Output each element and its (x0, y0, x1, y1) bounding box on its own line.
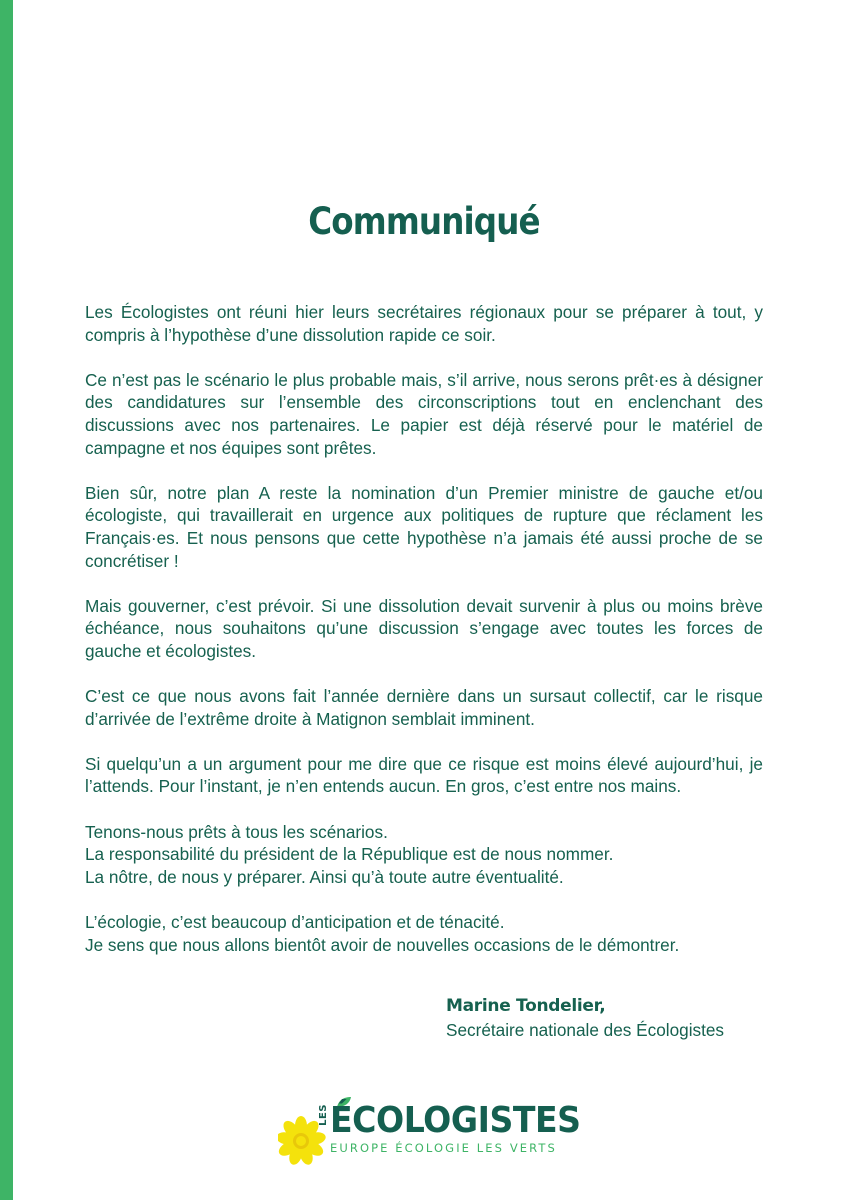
paragraph-5: C’est ce que nous avons fait l’année dernière dans un sursaut collectif, car le risque d’arrivée de l’extrême droite à Matignon semblait imminent. (85, 686, 763, 729)
paragraph-2: Ce n’est pas le scénario le plus probable mais, s’il arrive, nous serons prêt·es à désigner des candidatures sur l’ensemble des circonscriptions tout en enclenchant des discussions avec nos partenaires. Le papier est déjà réservé pour le matériel de campagne et nos équipes sont prêtes. (85, 369, 763, 458)
communique-body (85, 301, 763, 979)
page-title: Communiqué (308, 200, 540, 243)
signatory-name: Marine Tondelier, (446, 996, 606, 1016)
signature-block (446, 994, 724, 1042)
paragraph-1: Les Écologistes ont réuni hier leurs secrétaires régionaux pour se préparer à tout, y compris à l’hypothèse d’une dissolution rapide ce soir. (85, 302, 763, 345)
les-ecologistes-logo (278, 1100, 581, 1166)
final-paragraph (85, 911, 763, 956)
closing-line-2: La responsabilité du président de la République est de nous nommer. (85, 844, 614, 865)
left-accent-bar (0, 0, 13, 1200)
logo-name: ÉCOLOGISTES (330, 1100, 581, 1141)
closing-line-1: Tenons-nous prêts à tous les scénarios. (85, 821, 388, 842)
paragraph-6: Si quelqu’un a un argument pour me dire que ce risque est moins élevé aujourd’hui, je l’attends. Pour l’instant, je n’en entends aucun. En gros, c’est entre nos mains. (85, 753, 763, 797)
logo-tagline: EUROPE ÉCOLOGIE LES VERTS (330, 1141, 557, 1155)
closing-line-3: La nôtre, de nous y préparer. Ainsi qu’à toute autre éventualité. (85, 866, 564, 887)
paragraph-4: Mais gouverner, c’est prévoir. Si une dissolution devait survenir à plus ou moins brève échéance, nous souhaitons qu’une discussion s’engage avec toutes les forces de gauche et écologistes. (85, 595, 763, 661)
logo-prefix: LES (318, 1104, 329, 1126)
final-line-1: L’écologie, c’est beaucoup d’anticipation et de ténacité. (85, 912, 505, 933)
paragraph-3: Bien sûr, notre plan A reste la nomination d’un Premier ministre de gauche et/ou écologiste, qui travaillerait en urgence aux politiques de rupture que réclament les Français·es. Et nous pensons que cette hypothèse n’a jamais été aussi proche de se concrétiser ! (85, 482, 763, 571)
final-line-2: Je sens que nous allons bientôt avoir de nouvelles occasions de le démontrer. (85, 934, 680, 955)
closing-paragraph (85, 821, 763, 889)
signatory-role: Secrétaire nationale des Écologistes (446, 1020, 725, 1040)
